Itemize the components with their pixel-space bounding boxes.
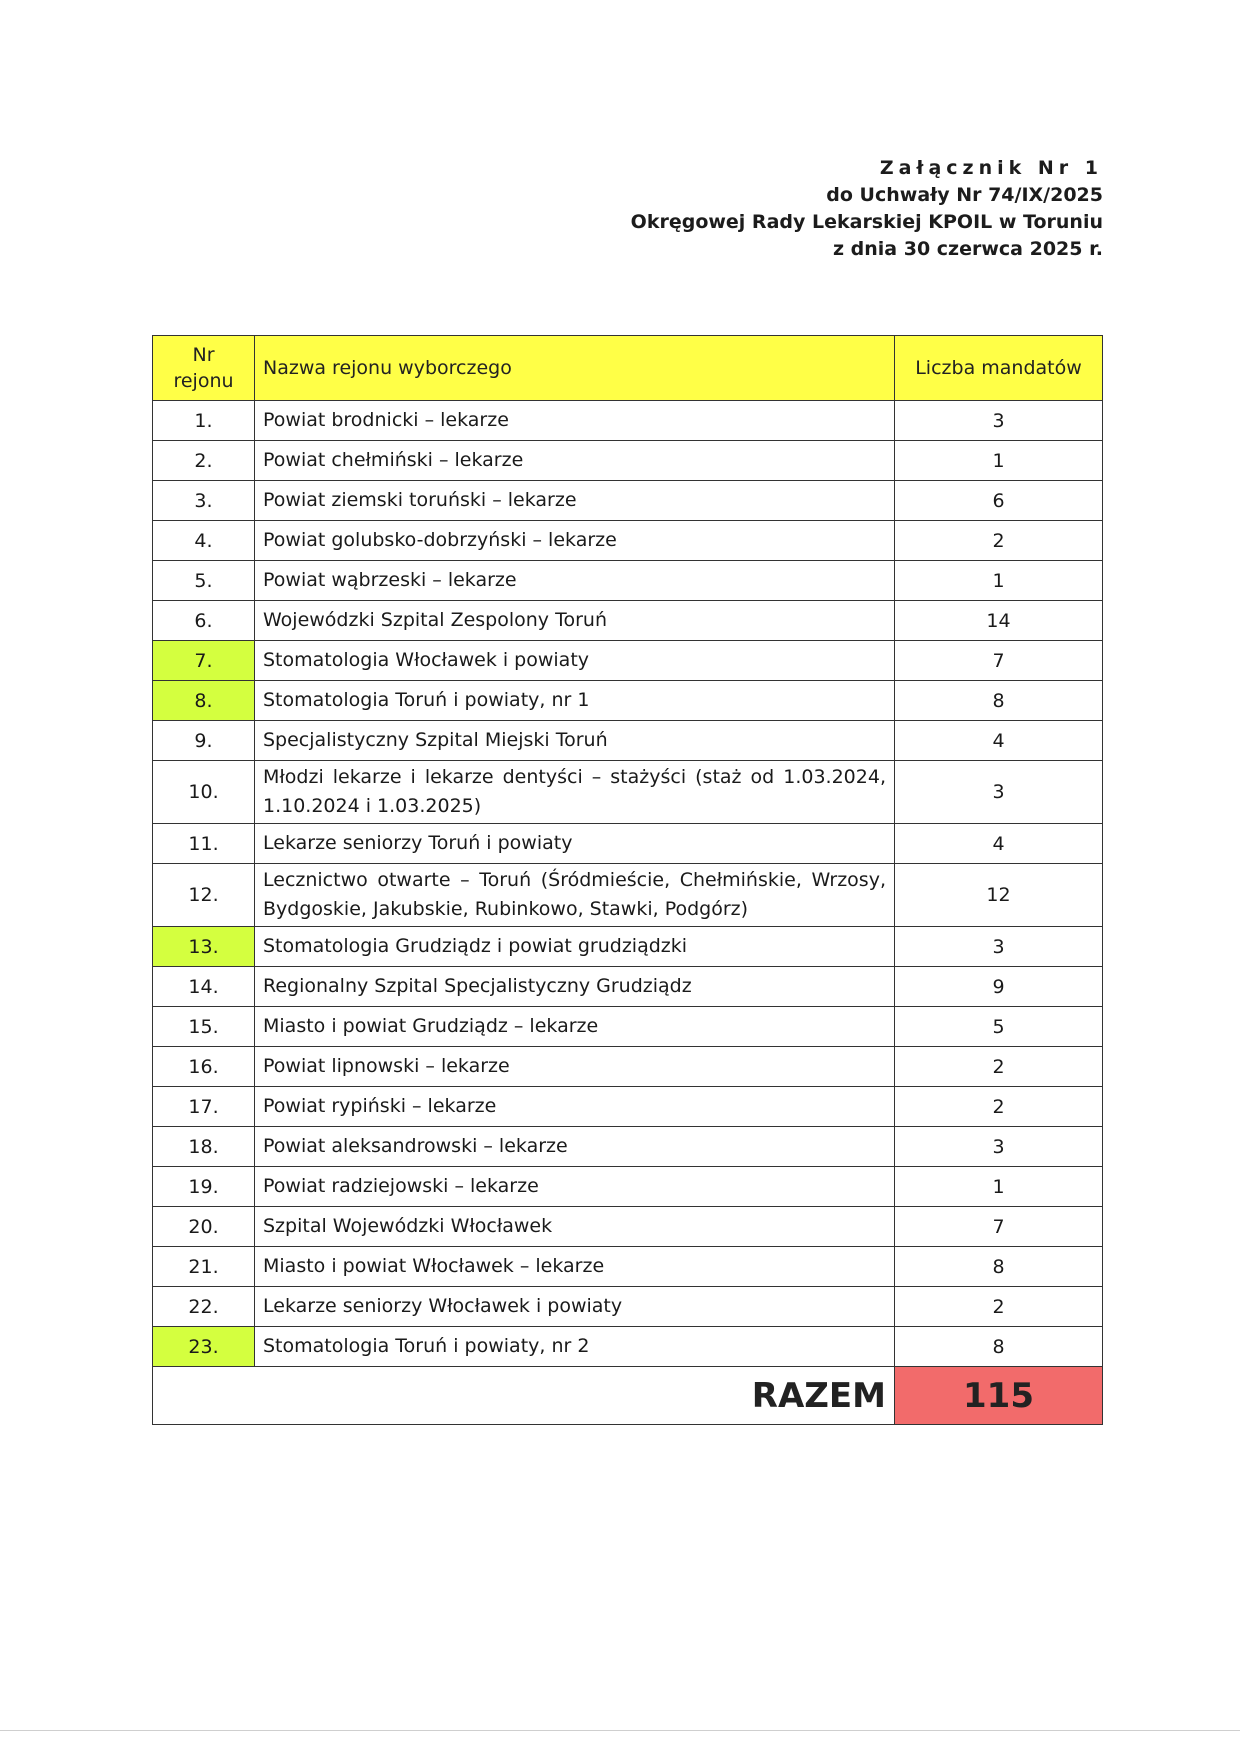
- row-count: 6: [895, 481, 1103, 521]
- row-number: 21.: [153, 1247, 255, 1287]
- row-name: Powiat radziejowski – lekarze: [255, 1167, 895, 1207]
- row-name: Stomatologia Toruń i powiaty, nr 2: [255, 1327, 895, 1367]
- attachment-title: Załącznik Nr 1: [879, 157, 1103, 179]
- row-name: Powiat rypiński – lekarze: [255, 1087, 895, 1127]
- row-number: 10.: [153, 761, 255, 824]
- table-header-row: [153, 336, 1103, 401]
- page-edge-line: [0, 1730, 1240, 1731]
- row-count: 9: [895, 967, 1103, 1007]
- row-count: 3: [895, 401, 1103, 441]
- document-date: z dnia 30 czerwca 2025 r.: [832, 238, 1103, 260]
- table-row: [153, 864, 1103, 927]
- row-count: 3: [895, 761, 1103, 824]
- row-count: 2: [895, 1087, 1103, 1127]
- row-number: 11.: [153, 824, 255, 864]
- row-number: 2.: [153, 441, 255, 481]
- table-row: [153, 1047, 1103, 1087]
- row-number: 4.: [153, 521, 255, 561]
- table-row: [153, 681, 1103, 721]
- council-name: Okręgowej Rady Lekarskiej KPOIL w Toruniu: [630, 211, 1103, 233]
- row-count: 5: [895, 1007, 1103, 1047]
- row-count: 1: [895, 441, 1103, 481]
- header-nr: [153, 336, 255, 401]
- row-name: Powiat wąbrzeski – lekarze: [255, 561, 895, 601]
- table-row: [153, 401, 1103, 441]
- row-number: 5.: [153, 561, 255, 601]
- row-name: Miasto i powiat Włocławek – lekarze: [255, 1247, 895, 1287]
- table-row: [153, 1007, 1103, 1047]
- row-name: Specjalistyczny Szpital Miejski Toruń: [255, 721, 895, 761]
- row-name: Szpital Wojewódzki Włocławek: [255, 1207, 895, 1247]
- table-row: [153, 641, 1103, 681]
- table-row: [153, 481, 1103, 521]
- row-count: 2: [895, 1287, 1103, 1327]
- row-number: 6.: [153, 601, 255, 641]
- row-count: 1: [895, 561, 1103, 601]
- document-header: [631, 155, 1103, 263]
- row-count: 1: [895, 1167, 1103, 1207]
- row-name: Powiat aleksandrowski – lekarze: [255, 1127, 895, 1167]
- row-name: Powiat brodnicki – lekarze: [255, 401, 895, 441]
- row-name: Miasto i powiat Grudziądz – lekarze: [255, 1007, 895, 1047]
- row-number-highlighted: 13.: [153, 927, 255, 967]
- row-number: 9.: [153, 721, 255, 761]
- row-number: 14.: [153, 967, 255, 1007]
- row-count: 8: [895, 1327, 1103, 1367]
- row-count: 12: [895, 864, 1103, 927]
- row-number: 19.: [153, 1167, 255, 1207]
- table-row: [153, 521, 1103, 561]
- table-row: [153, 441, 1103, 481]
- row-name: Powiat golubsko-dobrzyński – lekarze: [255, 521, 895, 561]
- row-count: 4: [895, 824, 1103, 864]
- row-name: Lekarze seniorzy Włocławek i powiaty: [255, 1287, 895, 1327]
- table-row: [153, 761, 1103, 824]
- header-name: Nazwa rejonu wyborczego: [255, 336, 895, 401]
- mandates-table: [152, 335, 1103, 1425]
- table-row: [153, 601, 1103, 641]
- row-count: 14: [895, 601, 1103, 641]
- row-count: 3: [895, 927, 1103, 967]
- table-row: [153, 1207, 1103, 1247]
- table-row: [153, 1247, 1103, 1287]
- row-number: 22.: [153, 1287, 255, 1327]
- row-count: 7: [895, 641, 1103, 681]
- row-name: Stomatologia Grudziądz i powiat grudziądzki: [255, 927, 895, 967]
- row-count: 7: [895, 1207, 1103, 1247]
- row-number-highlighted: 23.: [153, 1327, 255, 1367]
- total-label: RAZEM: [153, 1367, 895, 1425]
- row-number: 17.: [153, 1087, 255, 1127]
- row-number: 3.: [153, 481, 255, 521]
- row-name: Powiat lipnowski – lekarze: [255, 1047, 895, 1087]
- resolution-reference: do Uchwały Nr 74/IX/2025: [826, 184, 1103, 206]
- table-row: [153, 927, 1103, 967]
- row-name: Powiat chełmiński – lekarze: [255, 441, 895, 481]
- table-row: [153, 1327, 1103, 1367]
- row-count: 4: [895, 721, 1103, 761]
- row-name: Stomatologia Włocławek i powiaty: [255, 641, 895, 681]
- row-name: Wojewódzki Szpital Zespolony Toruń: [255, 601, 895, 641]
- row-count: 8: [895, 681, 1103, 721]
- table-row: [153, 721, 1103, 761]
- row-number: 20.: [153, 1207, 255, 1247]
- row-name: Lekarze seniorzy Toruń i powiaty: [255, 824, 895, 864]
- table-row: [153, 1287, 1103, 1327]
- table-row: [153, 1167, 1103, 1207]
- row-number: 12.: [153, 864, 255, 927]
- row-name: Lecznictwo otwarte – Toruń (Śródmieście, Chełmińskie, Wrzosy, Bydgoskie, Jakubskie, Rubinkowo, Stawki, Podgórz): [255, 864, 895, 927]
- header-count: Liczba mandatów: [895, 336, 1103, 401]
- row-number-highlighted: 7.: [153, 641, 255, 681]
- row-count: 2: [895, 521, 1103, 561]
- row-number: 15.: [153, 1007, 255, 1047]
- total-value: 115: [895, 1367, 1103, 1425]
- table-row: [153, 561, 1103, 601]
- row-count: 3: [895, 1127, 1103, 1167]
- table-row: [153, 824, 1103, 864]
- row-count: 2: [895, 1047, 1103, 1087]
- table-row: [153, 967, 1103, 1007]
- row-number: 18.: [153, 1127, 255, 1167]
- table-row: [153, 1127, 1103, 1167]
- header-nr-line2: rejonu: [173, 370, 234, 392]
- row-name: Stomatologia Toruń i powiaty, nr 1: [255, 681, 895, 721]
- row-name: Młodzi lekarze i lekarze dentyści – stażyści (staż od 1.03.2024, 1.10.2024 i 1.03.2025): [255, 761, 895, 824]
- row-number: 16.: [153, 1047, 255, 1087]
- row-name: Powiat ziemski toruński – lekarze: [255, 481, 895, 521]
- total-row: [153, 1367, 1103, 1425]
- row-name: Regionalny Szpital Specjalistyczny Grudziądz: [255, 967, 895, 1007]
- table-row: [153, 1087, 1103, 1127]
- header-nr-line1: Nr: [192, 344, 215, 366]
- row-number: 1.: [153, 401, 255, 441]
- row-count: 8: [895, 1247, 1103, 1287]
- row-number-highlighted: 8.: [153, 681, 255, 721]
